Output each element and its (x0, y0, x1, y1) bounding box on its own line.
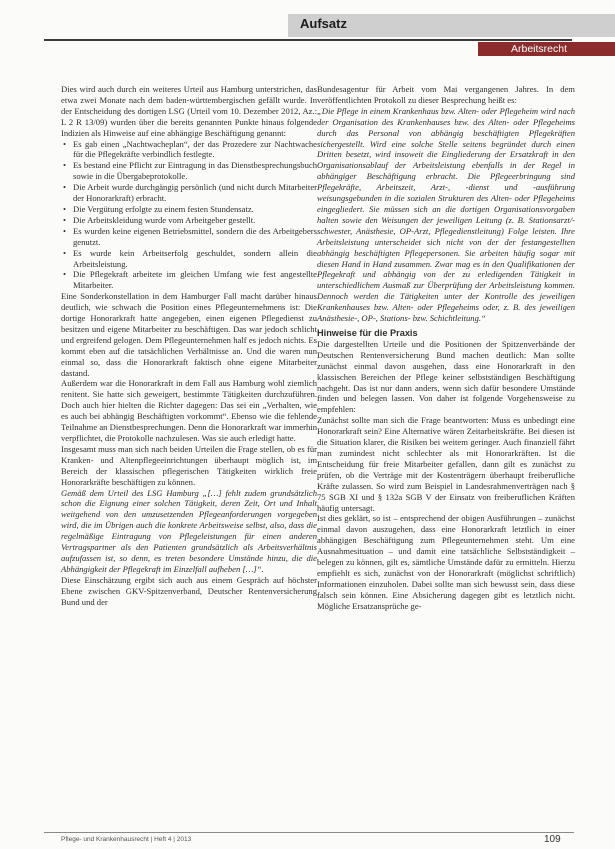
footer-journal: Pflege- und Krankenhausrecht | Heft 4 | 2013 (61, 836, 192, 843)
header-rule (44, 39, 572, 41)
right-paragraph-3: Ist dies geklärt, so ist – entsprechend der obigen Ausführungen – zunächst einmal davon auszugehen, dass eine Honorarkraft letztlich in einer abhängigen Beschäftigung zum Pflegeunternehmen steht. Um eine Ausnahmesituation – und damit eine tatsächliche Selbstständigkeit – belegen zu können, gilt es, sämtliche Umstände dafür zu ermitteln. Hierzu empfiehlt es sich, zunächst von der Honorarkraft (möglichst schriftlich) Informationen einzuholen. Dabei sollte man sich bewusst sein, dass diese falsch sein können. Eine Absicherung dagegen gibt es letztlich nicht. Mögliche Ersatzansprüche ge- (317, 513, 575, 611)
right-paragraph-1: Die dargestellten Urteile und die Positionen der Spitzenverbände der Deutschen Rentenversicherung Bund machen deutlich: Man sollte zunächst einmal davon ausgehen, dass eine Honorarkraft in den klassischen Bereichen der Pflege keiner selbstständigen Beschäftigung nachgeht. Das ist nur dann anders, wenn sich dafür besondere Umstände finden und belegen lassen. Von daher ist folgende Vorgehensweise zu empfehlen: (317, 338, 575, 415)
indicator-list (61, 139, 317, 292)
right-intro-paragraph: Bundesagentur für Arbeit vom Mai vergangenen Jahres. In dem veröffentlichten Protokoll zu dieser Besprechung heißt es: (317, 84, 575, 105)
list-item: • Die Vergütung erfolgte zu einem festen Stundensatz. (73, 204, 317, 215)
section-heading: Hinweise für die Praxis (317, 327, 418, 338)
list-item: • Die Pflegekraft arbeitete im gleichen Umfang wie fest angestellte Mitarbeiter. (73, 269, 317, 291)
right-column (317, 84, 575, 612)
protocol-quote: „Die Pflege in einem Krankenhaus bzw. Alten- oder Pflegeheim wird nach der Organisation des Krankenhauses bzw. des Alten- oder Pflegeheims durch das Personal von abhängig beschäftigten Pflegekräften sichergestellt. Wird eine solche Stelle seitens begründet durch einen Dritten besetzt, wird insoweit die Eingliederung der Ersatzkraft in den Organisationsablauf der Arbeitsleistung ebenfalls in der Regel in abhängiger Beschäftigung erbracht. Die Pflegeerbringung sind Pflegekräfte, Arbeitszeit, Arzt-, -dienst und -ausführung weisungsgebunden in die sozialen Strukturen des Alten- oder Pflegeheims eingegliedert. Sie müssen sich an die dortigen Organisationsvorgaben halten sowie den Weisungen der jeweiligen Leitung (z. B. Stationsarzt/-schwester, Anästhesie, OP-Arzt, Pflegedienstleitung) Folge leisten. Ihre Arbeitsleistung unterscheidet sich nicht von der der festangestellten abhängig beschäftigten Pflegepersonen. Sie arbeiten häufig sogar mit diesen Hand in Hand zusammen. Zwar mag es in den Qualifikationen der Pflegekraft und abhängig von der zu erledigenden Tätigkeit in unterschiedlichem Ausmaß zur Überprüfung der Arbeitsleistung kommen. Dennoch werden die Tätigkeiten unter der Kontrolle des jeweiligen Krankenhauses bzw. Alten- oder Pflegeheims oder, z. B. des jeweiligen Anästhesie-, OP-, Stations- bzw. Schichtleitung.“ (317, 105, 575, 324)
court-quote-paragraph: Gemäß dem Urteil des LSG Hamburg „[…] fehlt zudem grundsätzlich schon die Eignung einer solchen Tätigkeit, deren Zeit, Ort und Inhalt weitgehend von den umzusetzenden Pflegeanforderungen vorgegeben wird, die im Übrigen auch die konkrete Arbeitsweise selbst, also, dass die regelmäßige Eintragung von Pflegeleistungen für einen anderen Vertragspartner als den Patienten grundsätzlich als Arbeitsverhältnis aufzufassen ist, so denn, es treten besondere Umstände hinzu, die die Abhängigkeit der Pflegekraft im Einzelfall aufheben […]“. (61, 487, 317, 574)
list-item: • Es wurde kein Arbeitserfolg geschuldet, sondern allein die Arbeitsleistung. (73, 248, 317, 270)
page-number: 109 (544, 834, 561, 845)
list-item: • Es gab einen „Nachtwacheplan“, der das Prozedere zur Nachtwache für die Pflegekräfte verbindlich festlegte. (73, 139, 317, 161)
left-paragraph-2: Eine Sonderkonstellation in dem Hamburger Fall macht darüber hinaus deutlich, wie schwach die Position eines Pflegeunternehmens ist: Die dortige Honorarkraft hatte angegeben, einen eigenen Pflegedienst zu besitzen und eigene Mitarbeiter zu beschäftigen. Das war jedoch schlicht und ergreifend gelogen. Dem Pflegeunternehmen half es jedoch nichts. Es kommt eben auf die tatsächlichen Verhältnisse an. Und die waren nun einmal so, dass die Honorarkraft faktisch ohne eigene Mitarbeiter dastand. (61, 291, 317, 378)
left-column (61, 84, 317, 608)
list-item: • Es wurden keine eigenen Betriebsmittel, sondern die des Arbeitgebers genutzt. (73, 226, 317, 248)
list-item: • Die Arbeit wurde durchgängig persönlich (und nicht durch Mitarbeiter der Honorarkraft) erbracht. (73, 182, 317, 204)
left-intro-paragraph: Dies wird auch durch ein weiteres Urteil aus Hamburg unterstrichen, das etwa zwei Monate nach dem baden-württembergischen gefällt wurde. In der Entscheidung des dortigen LSG (Urteil vom 10. Dezember 2012, Az.: L 2 R 13/09) wurden über die bereits genannten Punkte hinaus folgende Indizien als Hinweise auf eine abhängige Beschäftigung genannt: (61, 84, 317, 138)
left-paragraph-3: Außerdem war die Honorarkraft in dem Fall aus Hamburg wohl ziemlich renitent. Sie hatte sich geweigert, bestimmte Tätigkeiten durchzuführen. Doch auch hier hielten die Richter dagegen: Das sei ein „Verhalten, wie es auch bei abhängig Beschäftigten vorkommt“. Ebenso wie die fehlende Teilnahme an Dienstbesprechungen. Denn die Honorarkraft war immerhin verpflichtet, die Protokolle nachzulesen. Was sie auch erledigt hatte. (61, 378, 317, 443)
right-paragraph-2: Zunächst sollte man sich die Frage beantworten: Muss es unbedingt eine Honorarkraft sein? Eine Alternative wären Zeitarbeitskräfte. Bei diesen ist die Situation klarer, die Risiken bei weitem geringer. Auch finanziell fährt man zumindest nicht schlechter als mit Honorarkräften. Ist die Entscheidung für freie Mitarbeiter gefallen, dann gilt es zunächst zu prüfen, ob die Verträge mit der Kostenträgern überhaupt freiberufliche Kräfte zulassen. So wird zum Beispiel in Landesrahmenverträgen nach § 75 SGB XI und § 132a SGB V der Einsatz von freiberuflichen Kräften häufig untersagt. (317, 415, 575, 513)
left-paragraph-4: Insgesamt muss man sich nach beiden Urteilen die Frage stellen, ob es für Kranken- und Altenpflegeeinrichtungen überhaupt möglich ist, im Bereich der klassischen pflegerischen Tätigkeiten wirklich freie Honorarkräfte beschäftigen zu können. (61, 443, 317, 487)
section-label: Arbeitsrecht (511, 43, 568, 55)
header-title: Aufsatz (300, 16, 347, 31)
left-paragraph-5: Diese Einschätzung ergibt sich auch aus einem Gespräch auf höchster Ebene zwischen GKV-Spitzenverband, Deutscher Rentenversicherung Bund und der (61, 574, 317, 607)
footer-rule (44, 832, 574, 833)
list-item: • Die Arbeitskleidung wurde vom Arbeitgeber gestellt. (73, 215, 317, 226)
list-item: • Es bestand eine Pflicht zur Eintragung in das Dienstbesprechungsbuch sowie in die Übergabeprotokolle. (73, 160, 317, 182)
